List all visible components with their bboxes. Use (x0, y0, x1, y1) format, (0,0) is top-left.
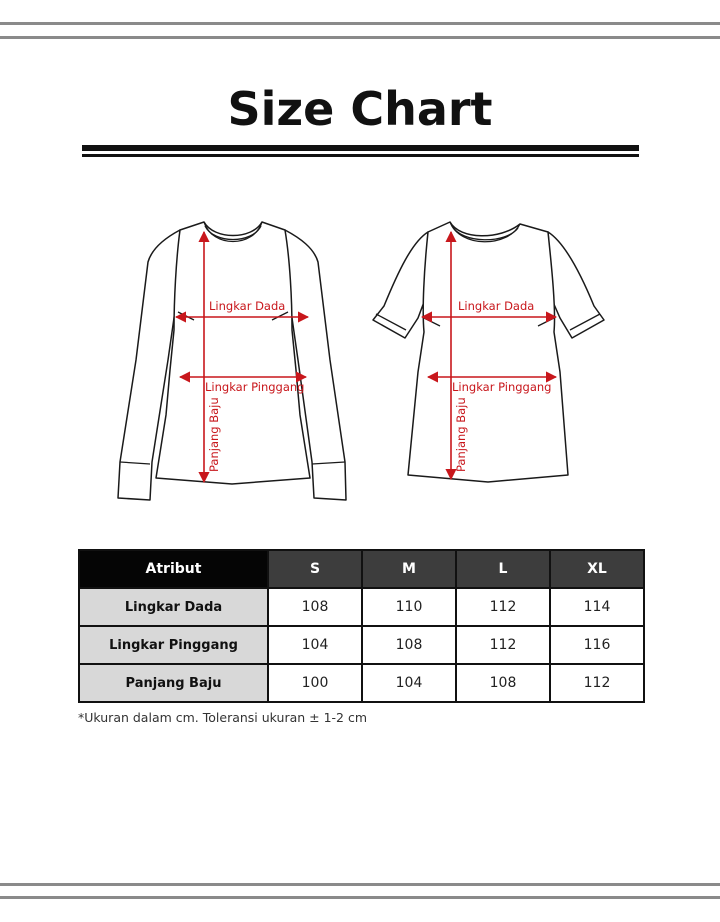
cell-chest-l: 112 (456, 588, 550, 626)
title-underline-thick (82, 145, 639, 151)
bottom-border-line-inner (0, 896, 720, 899)
table-row (79, 664, 644, 702)
cell-chest-xl: 114 (550, 588, 644, 626)
bottom-border-line (0, 883, 720, 886)
short-sleeve-right-sleeve (548, 232, 604, 338)
long-sleeve-length-label: Panjang Baju (207, 397, 221, 472)
short-sleeve-body (408, 222, 568, 482)
header-size-s: S (268, 550, 362, 588)
row-label-length: Panjang Baju (79, 664, 268, 702)
page-title: Size Chart (227, 82, 493, 136)
cell-waist-xl: 116 (550, 626, 644, 664)
header-attribute: Atribut (79, 550, 268, 588)
short-sleeve-shirt-illustration (373, 222, 604, 482)
cell-length-l: 108 (456, 664, 550, 702)
row-label-chest: Lingkar Dada (79, 588, 268, 626)
size-table (78, 549, 645, 703)
garment-illustrations (0, 200, 720, 530)
header-size-xl: XL (550, 550, 644, 588)
table-row (79, 588, 644, 626)
cell-chest-m: 110 (362, 588, 456, 626)
title-underline-thin (82, 154, 639, 157)
cell-waist-m: 108 (362, 626, 456, 664)
cell-length-s: 100 (268, 664, 362, 702)
header-size-l: L (456, 550, 550, 588)
cell-length-xl: 112 (550, 664, 644, 702)
short-sleeve-left-sleeve (373, 232, 428, 338)
row-label-waist: Lingkar Pinggang (79, 626, 268, 664)
table-row (79, 626, 644, 664)
size-table-header-row (79, 550, 644, 588)
short-sleeve-chest-label: Lingkar Dada (458, 299, 535, 313)
cell-length-m: 104 (362, 664, 456, 702)
long-sleeve-body (156, 222, 310, 484)
top-border-line (0, 22, 720, 25)
size-tolerance-note: *Ukuran dalam cm. Toleransi ukuran ± 1-2 cm (78, 710, 368, 725)
top-border-line-inner (0, 36, 720, 39)
short-sleeve-length-label: Panjang Baju (454, 397, 468, 472)
cell-chest-s: 108 (268, 588, 362, 626)
long-sleeve-chest-label: Lingkar Dada (209, 299, 286, 313)
cell-waist-s: 104 (268, 626, 362, 664)
short-sleeve-waist-label: Lingkar Pinggang (452, 380, 552, 394)
cell-waist-l: 112 (456, 626, 550, 664)
garment-diagram (0, 200, 720, 530)
long-sleeve-shirt-illustration (118, 222, 346, 500)
header-size-m: M (362, 550, 456, 588)
long-sleeve-waist-label: Lingkar Pinggang (205, 380, 305, 394)
